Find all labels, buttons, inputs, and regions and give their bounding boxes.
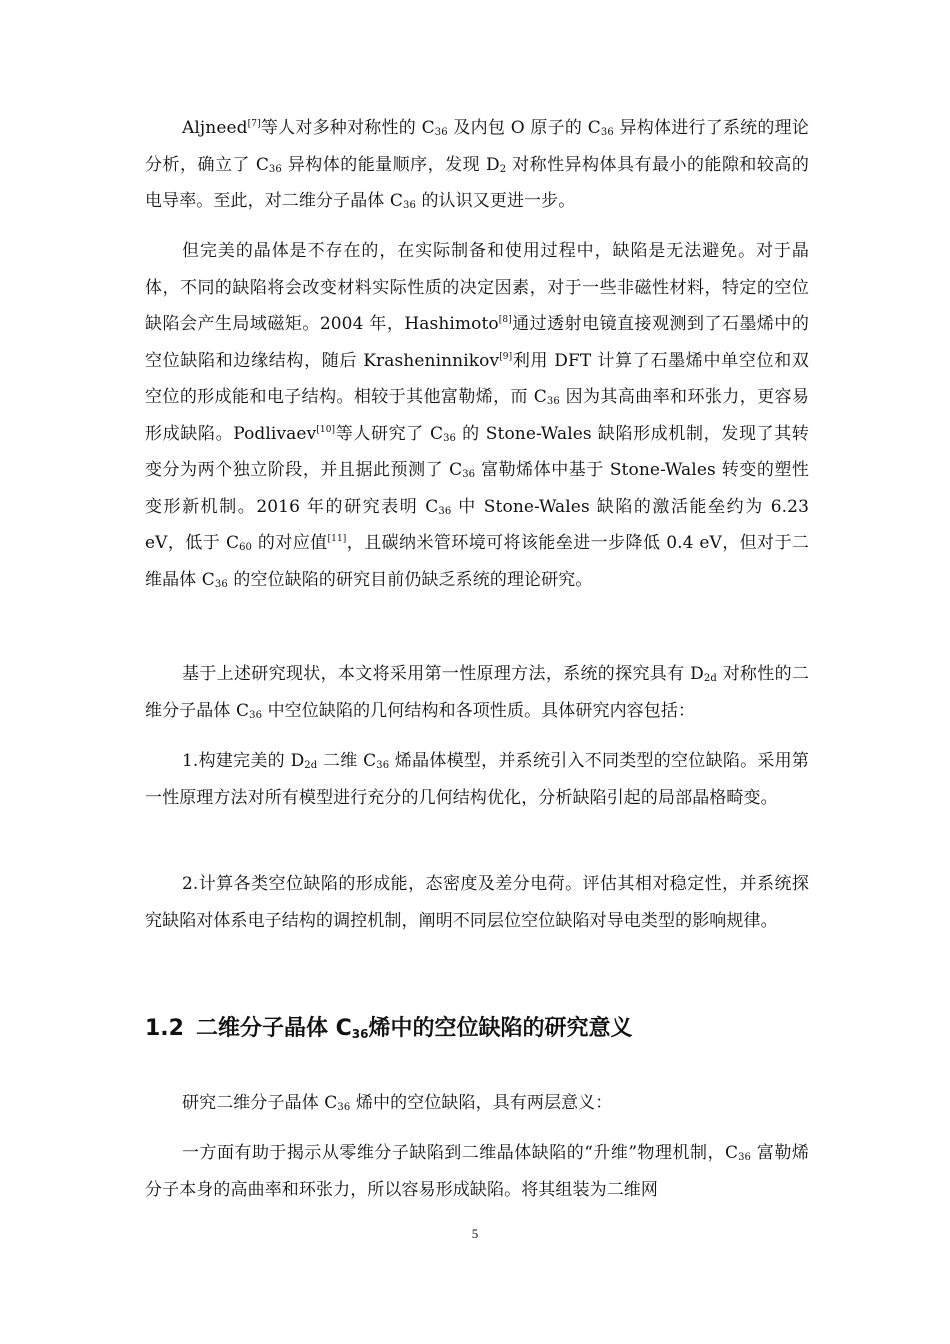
- text-run: 的 Stone-Wales 缺陷形成机制，发现了其转变分为两个独立阶段，并且据此预测了 C: [145, 423, 809, 480]
- subscript: 36: [249, 709, 263, 721]
- subscript: 2d: [304, 760, 318, 771]
- citation-ref: [9]: [499, 351, 513, 362]
- text-run: 利用 DFT 计算了石墨烯中单空位和双空位的形成能和电子结构。相较于其他富勒烯，而 C: [145, 350, 809, 407]
- text-run: 及内包 O 原子的 C: [447, 118, 601, 138]
- text-run: 烯晶体模型，并系统引入不同类型的空位缺陷。采用第一性原理方法对所有模型进行充分的几何结构优化，分析缺陷引起的局部晶格畸变。: [145, 751, 809, 808]
- subscript: 36: [438, 505, 452, 517]
- text-run: 2.计算各类空位缺陷的形成能，态密度及差分电荷。评估其相对稳定性，并系统探究缺陷对体系电子结构的调控机制，阐明不同层位空位缺陷对导电类型的影响规律。: [145, 874, 809, 931]
- text-run: 的对应值: [252, 533, 328, 553]
- subscript: 60: [239, 542, 253, 553]
- subscript: 2d: [703, 673, 717, 684]
- section-heading: [145, 1011, 809, 1047]
- section-title: [196, 1016, 633, 1041]
- citation-ref: [8]: [498, 315, 512, 325]
- text-run: 二维 C: [317, 751, 377, 771]
- text-run: 异构体的能量顺序，发现 D: [281, 154, 500, 175]
- text-run: Aljneed: [182, 118, 248, 138]
- text-run: 中空位缺陷的几何结构和各项性质。具体研究内容包括：: [262, 700, 696, 721]
- text-run: 富勒烯分子本身的高曲率和环张力，所以容易形成缺陷。将其组装为二维网: [145, 1143, 809, 1200]
- text-run: ，且碳纳米管环境可将该能垒进一步降低 0.4 eV，但对于二维晶体 C: [145, 533, 810, 590]
- text-run: 1.构建完美的 D: [182, 751, 305, 771]
- text-run: 富勒烯体中基于 Stone-Wales 转变的塑性变形新机制。2016 年的研究表明 C: [145, 460, 810, 517]
- text-run: 异构体进行了系统的理论分析，确立了 C: [145, 118, 810, 175]
- text-run: 研究二维分子晶体 C: [182, 1093, 338, 1113]
- paragraph-5: [145, 866, 809, 939]
- page-number: 5: [471, 1226, 479, 1241]
- paragraph-7: [145, 1135, 809, 1208]
- text-run: 对称性的二维分子晶体 C: [145, 664, 809, 721]
- citation-ref: [7]: [247, 119, 261, 129]
- subscript: 36: [546, 396, 560, 407]
- text-run: 通过透射电镜直接观测到了石墨烯中的空位缺陷和边缘结构，随后 Krasheninnikov: [145, 314, 809, 371]
- text-run: 等人对多种对称性的 C: [260, 118, 435, 138]
- text-run: 烯中的空位缺陷的研究意义: [368, 1016, 633, 1041]
- subscript: 36: [443, 432, 457, 444]
- paragraph-6: [145, 1085, 809, 1122]
- text-run: 的空位缺陷的研究目前仍缺乏系统的理论研究。: [227, 569, 593, 590]
- subscript: 36: [738, 1152, 752, 1163]
- text-run: 中 Stone-Wales 缺陷的激活能垒约为 6.23 eV，低于 C: [145, 496, 809, 553]
- text-run: 等人研究了 C: [335, 423, 444, 444]
- subscript: 36: [351, 1027, 369, 1041]
- text-run: 二维分子晶体 C: [195, 1016, 352, 1041]
- text-run: 但完美的晶体是不存在的，在实际制备和使用过程中，缺陷是无法避免。对于晶体，不同的缺陷将会改变材料实际性质的决定因素，对于一些非磁性材料，特定的空位缺陷会产生局域磁矩。2004 年，Hashimoto: [145, 241, 809, 334]
- subscript: 2: [499, 163, 507, 175]
- citation-ref: [11]: [327, 534, 347, 544]
- text-run: 的认识又更进一步。: [415, 191, 576, 211]
- subscript: 36: [214, 578, 228, 590]
- text-run: 烯中的空位缺陷，具有两层意义：: [350, 1093, 613, 1113]
- subscript: 36: [462, 469, 476, 480]
- subscript: 36: [337, 1102, 351, 1113]
- subscript: 36: [600, 127, 614, 138]
- paragraph-3: [145, 656, 809, 729]
- citation-ref: [10]: [316, 424, 336, 435]
- subscript: 36: [403, 200, 416, 211]
- text-run: 一方面有助于揭示从零维分子缺陷到二维晶体缺陷的“升维”物理机制，C: [182, 1143, 739, 1163]
- section-number: 1.2: [145, 1016, 184, 1041]
- subscript: 36: [268, 163, 282, 175]
- text-run: 对称性异构体具有最小的能隙和较高的电导率。至此，对二维分子晶体 C: [145, 154, 809, 211]
- subscript: 36: [434, 127, 448, 138]
- paragraph-4: [145, 743, 809, 816]
- subscript: 36: [376, 760, 390, 771]
- paragraph-1: [145, 110, 809, 220]
- paragraph-2: [145, 233, 809, 598]
- text-run: 因为其高曲率和环张力，更容易形成缺陷。Podlivaev: [145, 387, 810, 444]
- text-run: 基于上述研究现状，本文将采用第一性原理方法，系统的探究具有 D: [182, 664, 704, 684]
